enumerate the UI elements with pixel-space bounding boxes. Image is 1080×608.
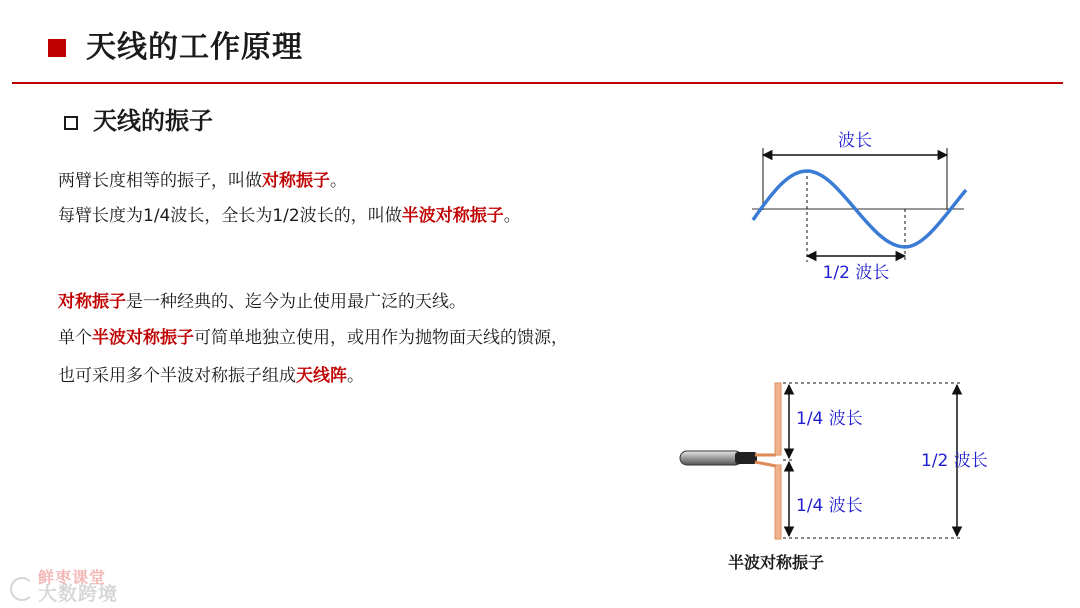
- title-divider: [12, 82, 1063, 84]
- watermark-line2: 大数跨境: [38, 583, 119, 605]
- title-marker: [48, 39, 66, 57]
- watermark-logo-icon: [10, 577, 34, 601]
- feed-cable-end: [735, 452, 757, 464]
- watermark: [10, 565, 190, 605]
- page-title: 天线的工作原理: [86, 30, 303, 65]
- text: 。: [347, 366, 364, 386]
- lower-arm: [775, 465, 781, 539]
- lower-arm-label: 1/4 波长: [796, 496, 863, 516]
- text: 也可采用多个半波对称振子组成: [58, 366, 296, 386]
- paragraph1-line1: [58, 169, 347, 193]
- paragraph1-line2: [58, 204, 521, 228]
- text: 。: [503, 206, 521, 226]
- text: 是一种经典的、迄今为止使用最广泛的天线。: [126, 292, 466, 312]
- wavelength-label: 波长: [838, 131, 872, 151]
- upper-arm-label: 1/4 波长: [796, 409, 863, 429]
- paragraph2-line2: [58, 326, 568, 350]
- text: 单个: [58, 328, 92, 348]
- text: 。: [330, 171, 347, 191]
- dipole-caption: 半波对称振子: [728, 553, 825, 572]
- feed-cable: [680, 451, 742, 465]
- feed-wire: [755, 462, 776, 466]
- text: 可简单地独立使用，或用作为抛物面天线的馈源，: [194, 328, 568, 348]
- wave-diagram: [740, 125, 980, 285]
- paragraph2-line1: [58, 290, 466, 314]
- dipole-diagram: [675, 375, 1005, 550]
- half-wavelength-label: 1/2 波长: [822, 263, 890, 283]
- text: 每臂长度为1/4波长，全长为1/2波长的，叫做: [58, 206, 402, 226]
- paragraph2-line3: [58, 364, 364, 388]
- highlight-term: 对称振子: [58, 292, 126, 312]
- highlight-term: 天线阵: [296, 366, 347, 386]
- highlight-term: 半波对称振子: [401, 206, 504, 226]
- total-length-label: 1/2 波长: [921, 451, 988, 471]
- upper-arm: [775, 383, 781, 455]
- watermark-line1: 鲜枣课堂: [38, 568, 107, 587]
- highlight-term: 半波对称振子: [92, 328, 194, 348]
- section-title: 天线的振子: [93, 107, 213, 135]
- bullet-square-icon: [64, 116, 78, 130]
- highlight-term: 对称振子: [262, 171, 330, 191]
- text: 两臂长度相等的振子，叫做: [58, 171, 262, 191]
